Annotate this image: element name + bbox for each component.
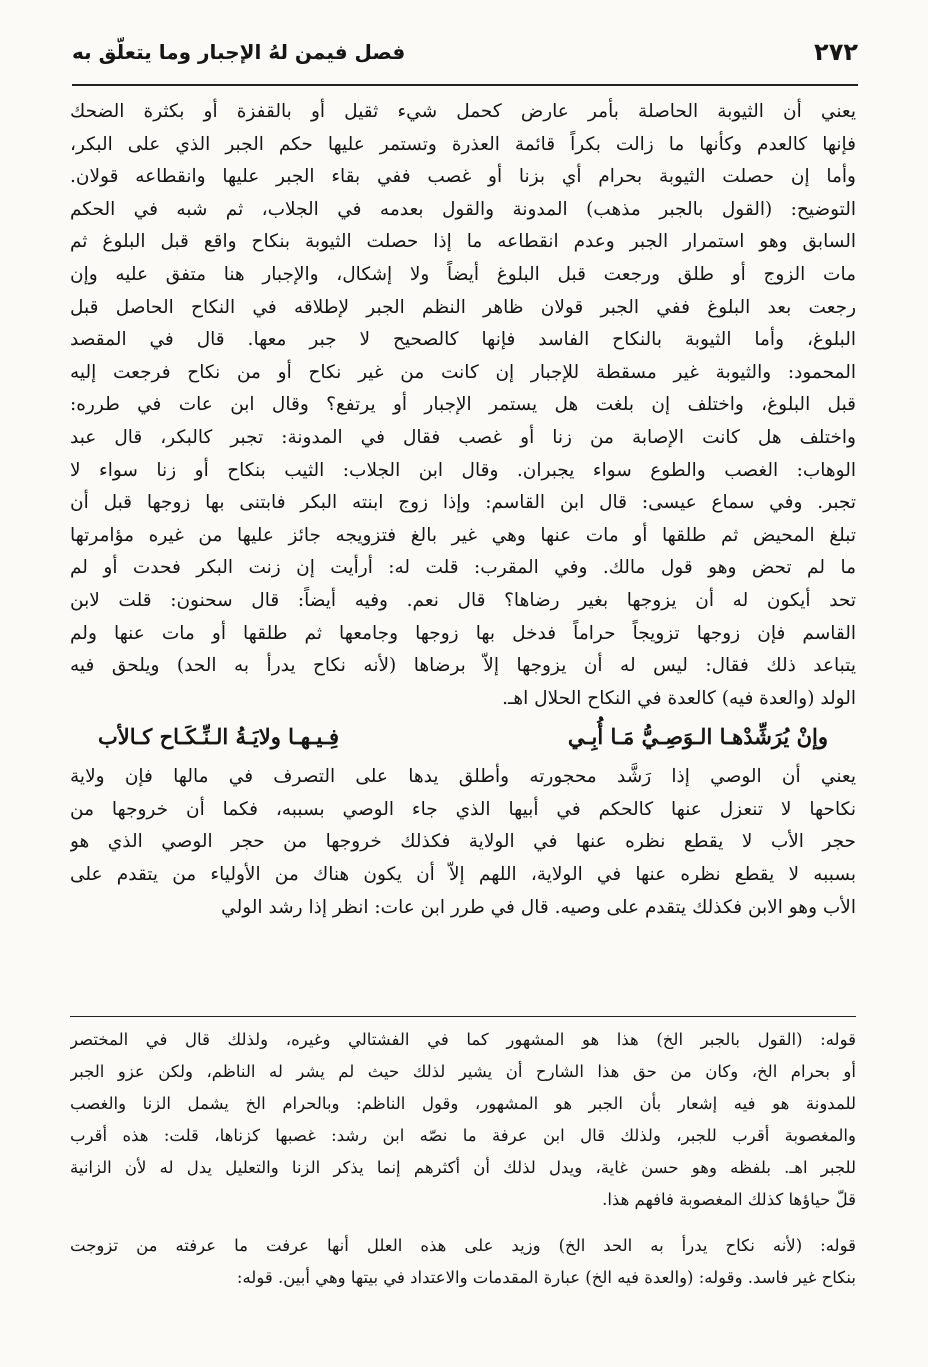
footnotes <box>70 1024 856 1294</box>
text-line: تجبر. وفي سماع عيسى: قال ابن القاسم: وإذا زوج ابنته البكر فابتنى بها زوجها قبل أن <box>70 492 856 514</box>
commentary-block-2 <box>70 761 856 924</box>
running-title: فصل فيمن لهُ الإجبار وما يتعلّق به <box>72 40 406 64</box>
text-line: قبل البلوغ، واختلف إن بلغت هل يستمر الإجبار أو يرتفع؟ وقال ابن عات في طرره: <box>70 394 856 416</box>
footnote-line: والمغصوبة أقرب للجبر، ولذلك قال ابن عرفة ما نصّه ابن رشد: غصبها كزناها، قلت: هذه أقرب <box>70 1126 856 1145</box>
footnote-2 <box>70 1230 856 1294</box>
text-line: ما لم تحض وهو قول مالك. وفي المقرب: قلت له: أرأيت إن زنت البكر فحدت أو لم <box>70 557 856 579</box>
text-line: وأما إن حصلت الثيوبة بحرام أي بزنا أو غصب ففي بقاء الجبر عليها وانقطاعه قولان. <box>70 166 856 188</box>
page-header <box>72 36 858 86</box>
text-line: تحد أيكون له أن يزوجها بغير رضاها؟ قال نعم. وفيه أيضاً: قال سحنون: قلت لابن <box>70 589 856 611</box>
text-line: مات الزوج أو طلق ورجعت قبل البلوغ أيضاً ولا إشكال، والإجبار هنا متفق عليه وإن <box>70 263 856 285</box>
text-line: يعني أن الثيوبة الحاصلة بأمر عارض كحمل شيء ثقيل أو بالقفزة أو بكثرة الضحك <box>70 101 856 122</box>
footnote-line: قوله: (القول بالجبر الخ) هذا هو المشهور كما في الفشتالي وغيره، ولذلك قال في المختصر <box>70 1030 856 1049</box>
text-line: بسببه لا يقطع نظره عنها في الولاية، اللهم إلاّ أن يكون هناك من الأولياء من يتقدم على <box>70 864 856 886</box>
text-line: فإنها كالعدم وكأنها ما زالت بكراً قائمة العذرة وتستمر عليها حكم الجبر الذي على البكر، <box>70 133 856 155</box>
verse-hemistich-2: فِـيـهـا ولايَـةُ الـنِّـكَـاح كـالأب <box>98 724 340 750</box>
page-number: ٢٧٢ <box>814 38 858 66</box>
text-line: تبلغ المحيض ثم طلقها أو مات عنها وهي غير بالغ فتزويجه جائز عليها من غيره مؤامرتها <box>70 524 856 546</box>
verse-line <box>70 717 856 757</box>
footnote-divider <box>70 1016 856 1017</box>
footnote-line: قوله: (لأنه نكاح يدرأ به الحد الخ) وزيد على هذه العلل أنها عرفت ما عرفته من تزوجت <box>70 1236 856 1255</box>
commentary-block-1 <box>70 96 856 715</box>
main-text <box>70 96 856 924</box>
footnote-line: للمدونة هو فيه إشعار بأن الجبر هو المشهور، وقول الناظم: وبالحرام الخ يشمل الزنا والغصب <box>70 1094 856 1113</box>
text-line: نكاحها لا تنعزل عنها كالحكم في أبيها الذي جاء الوصي بسببه، فكما أن خروجها من <box>70 798 856 820</box>
footnote-line: بنكاح غير فاسد. وقوله: (والعدة فيه الخ) عبارة المقدمات والاعتداد في بيتها وهي أبين. قوله: <box>236 1268 856 1287</box>
text-line: الولد (والعدة فيه) كالعدة في النكاح الحلال اهـ. <box>502 687 856 709</box>
text-line: التوضيح: (القول بالجبر مذهب) المدونة والقول بعدمه في الجلاب، ثم شبه في الحكم <box>70 198 856 220</box>
footnote-line: أو بحرام الخ، وكان من حق هذا الشارح أن يشير لذلك حيث لم يشر له الناظم، ولكن عزو الجبر <box>70 1062 856 1081</box>
text-line: رجعت بعد البلوغ ففي الجبر قولان ظاهر النظم الجبر لإطلاقه في النكاح الحاصل قبل <box>70 296 856 318</box>
footnote-line: للجبر اهـ. بلفظه وهو حسن غاية، ويدل لذلك أن أكثرهم إنما يذكر الزنا والتعليل يدل له لأن الزانية <box>70 1158 856 1177</box>
text-line: البلوغ، وأما الثيوبة بالنكاح الفاسد فإنها كالصحيح لا جبر معها. قال في المقصد <box>70 329 856 351</box>
text-line: الوهاب: الغصب والطوع سواء يجبران. وقال ابن الجلاب: الثيب بنكاح أو زنا سواء لا <box>70 459 856 481</box>
text-line: القاسم فإن زوجها تزويجاً حراماً فدخل بها زوجها وجامعها ثم طلقها أو مات عنها ولم <box>70 622 856 644</box>
text-line: حجر الأب لا يقطع نظره عنها في الولاية فكذلك خروجها من حجر الوصي الذي هو <box>70 831 856 853</box>
text-line: يتباعد ذلك فقال: ليس له أن يزوجها إلاّ برضاها (لأنه نكاح يدرأ به الحد) ويلحق فيه <box>70 655 856 677</box>
text-line: واختلف هل كانت الإصابة من زنا أو غصب فقال في المدونة: تجبر كالبكر، قال عبد <box>70 426 856 448</box>
footnote-line: قلّ حياؤها كذلك المغصوبة فافهم هذا. <box>602 1190 856 1209</box>
text-line: المحمود: والثيوبة غير مسقطة للإجبار إن كانت من غير نكاح أو من نكاح فرجعت إليه <box>70 361 856 383</box>
text-line: السابق وهو استمرار الجبر وعدم انقطاعه ما إذا حصلت الثيوبة بنكاح واقع قبل البلوغ ثم <box>70 231 856 253</box>
verse-hemistich-1: وإنْ يُرَشِّدْهـا الـوَصِـيُّ مَـا أُبِـي <box>567 724 828 750</box>
text-line: يعني أن الوصي إذا رَشَّد محجورته وأطلق يدها على التصرف في مالها فإن ولاية <box>70 766 856 788</box>
text-line: الأب وهو الابن فكذلك يتقدم على وصيه. قال في طرر ابن عات: انظر إذا رشد الولي <box>221 896 856 918</box>
footnote-1 <box>70 1024 856 1216</box>
